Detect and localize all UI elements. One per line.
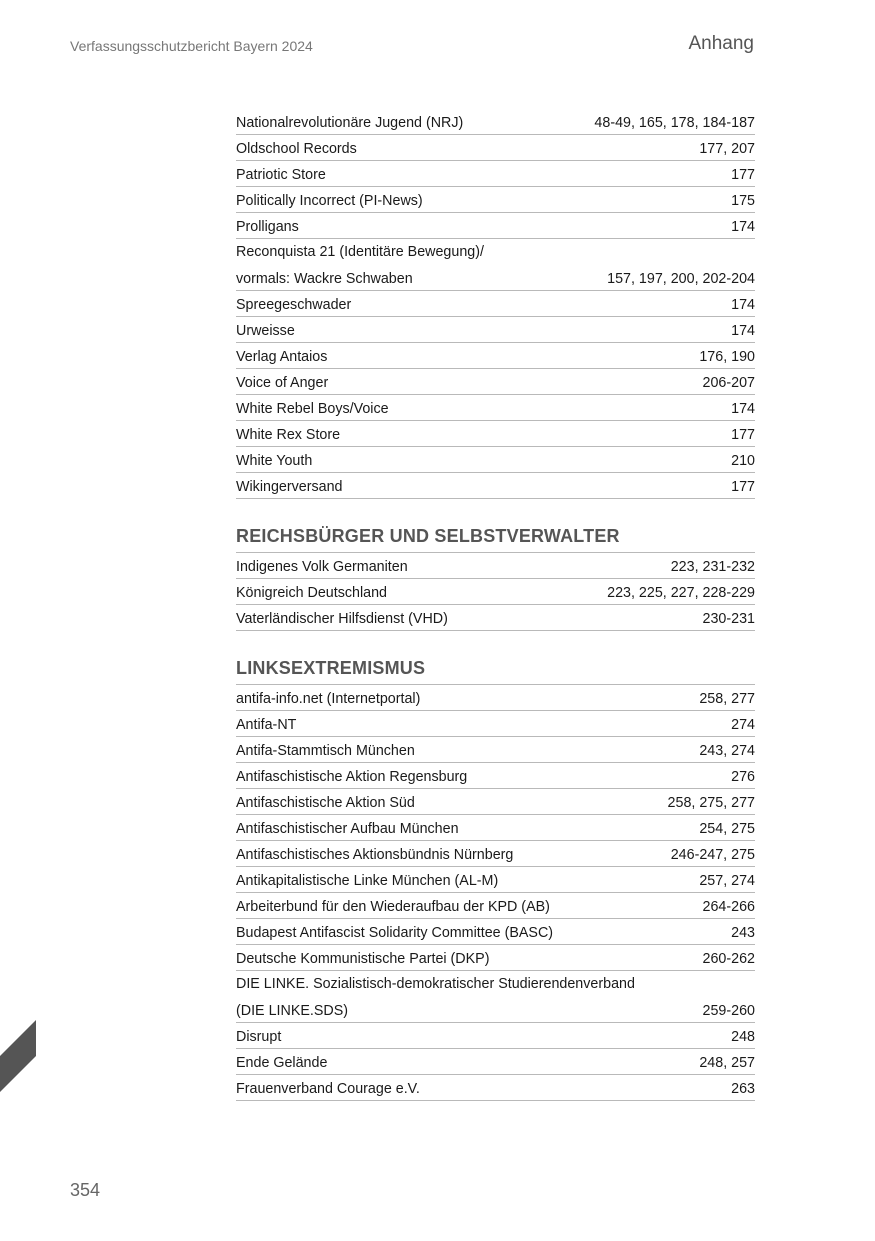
entry-pages: 263 xyxy=(731,1081,755,1097)
entry-pages: 274 xyxy=(731,717,755,733)
entry-name: Spreegeschwader xyxy=(236,297,352,313)
index-entry xyxy=(236,369,755,395)
entry-pages: 248, 257 xyxy=(699,1055,755,1071)
index-entry xyxy=(236,815,755,841)
entry-name: Prolligans xyxy=(236,219,299,235)
index-entry xyxy=(236,161,755,187)
index-entry xyxy=(236,605,755,631)
index-entry xyxy=(236,135,755,161)
entry-pages: 230-231 xyxy=(702,611,755,627)
entry-name-continued: vormals: Wackre Schwaben xyxy=(236,271,413,287)
index-entry xyxy=(236,343,755,369)
entry-name: Deutsche Kommunistische Partei (DKP) xyxy=(236,951,490,967)
entry-name: DIE LINKE. Sozialistisch-demokratischer Studierendenverband xyxy=(236,976,635,992)
entry-name: Voice of Anger xyxy=(236,375,329,391)
entry-pages: 206-207 xyxy=(702,375,755,391)
entry-pages: 174 xyxy=(731,297,755,313)
index-entry xyxy=(236,763,755,789)
entry-name: Antifaschistische Aktion Süd xyxy=(236,795,415,811)
entry-name: Reconquista 21 (Identitäre Bewegung)/ xyxy=(236,244,484,260)
index-entry xyxy=(236,841,755,867)
index-entry xyxy=(236,1049,755,1075)
entry-pages: 223, 231-232 xyxy=(670,559,755,575)
page-number: 354 xyxy=(70,1180,101,1200)
entry-pages: 223, 225, 227, 228-229 xyxy=(607,585,755,601)
index-entry xyxy=(236,317,755,343)
entry-name: Vaterländischer Hilfsdienst (VHD) xyxy=(236,611,448,627)
chapter-tab-marker xyxy=(0,1020,36,1092)
entry-pages: 243, 274 xyxy=(699,743,755,759)
entry-pages: 243 xyxy=(731,925,755,941)
entry-pages: 177, 207 xyxy=(699,141,755,157)
entry-pages: 258, 275, 277 xyxy=(667,795,755,811)
entry-name: Ende Gelände xyxy=(236,1055,328,1071)
entry-pages: 210 xyxy=(731,453,755,469)
index-entry xyxy=(236,685,755,711)
index-entry xyxy=(236,919,755,945)
section-title: Anhang xyxy=(688,33,754,54)
index-entry xyxy=(236,213,755,239)
entry-pages: 174 xyxy=(731,219,755,235)
entry-pages: 260-262 xyxy=(702,951,755,967)
entry-pages: 177 xyxy=(731,479,755,495)
entry-name: Antifaschistisches Aktionsbündnis Nürnberg xyxy=(236,847,514,863)
entry-name: Antifa-NT xyxy=(236,717,297,733)
entry-name: Arbeiterbund für den Wiederaufbau der KPD (AB) xyxy=(236,899,550,915)
entry-name: Indigenes Volk Germaniten xyxy=(236,559,408,575)
entry-pages: 257, 274 xyxy=(699,873,755,889)
entry-name: antifa-info.net (Internetportal) xyxy=(236,691,421,707)
entry-name: Frauenverband Courage e.V. xyxy=(236,1081,420,1097)
index-entry xyxy=(236,553,755,579)
index-section-heading: REICHSBÜRGER UND SELBSTVERWALTER xyxy=(236,526,755,553)
index-entry xyxy=(236,945,755,971)
entry-pages: 174 xyxy=(731,401,755,417)
entry-pages: 248 xyxy=(731,1029,755,1045)
entry-pages: 259-260 xyxy=(702,1003,755,1019)
entry-name: Wikingerversand xyxy=(236,479,343,495)
entry-name: Patriotic Store xyxy=(236,167,326,183)
index-entry xyxy=(236,711,755,737)
entry-name: Politically Incorrect (PI-News) xyxy=(236,193,423,209)
entry-pages: 258, 277 xyxy=(699,691,755,707)
entry-name-continued: (DIE LINKE.SDS) xyxy=(236,1003,349,1019)
entry-name: Antikapitalistische Linke München (AL-M) xyxy=(236,873,499,889)
index-entry xyxy=(236,447,755,473)
index-entry xyxy=(236,867,755,893)
entry-name: Disrupt xyxy=(236,1029,282,1045)
entry-pages: 157, 197, 200, 202-204 xyxy=(607,271,755,287)
document-title: Verfassungsschutzbericht Bayern 2024 xyxy=(70,38,313,54)
index-entry xyxy=(236,421,755,447)
entry-name: Oldschool Records xyxy=(236,141,357,157)
entry-name: Antifa-Stammtisch München xyxy=(236,743,415,759)
index-section-heading: LINKSEXTREMISMUS xyxy=(236,658,755,685)
entry-name: Verlag Antaios xyxy=(236,349,328,365)
entry-pages: 177 xyxy=(731,427,755,443)
entry-name: White Youth xyxy=(236,453,313,469)
entry-name: Antifaschistischer Aufbau München xyxy=(236,821,459,837)
entry-name: Urweisse xyxy=(236,323,295,339)
entry-name: Königreich Deutschland xyxy=(236,585,388,601)
entry-name: White Rebel Boys/Voice xyxy=(236,401,389,417)
index-entry xyxy=(236,893,755,919)
entry-pages: 254, 275 xyxy=(699,821,755,837)
entry-name: Antifaschistische Aktion Regensburg xyxy=(236,769,468,785)
entry-name: Budapest Antifascist Solidarity Committee (BASC) xyxy=(236,925,554,941)
entry-pages: 276 xyxy=(731,769,755,785)
index-entry xyxy=(236,395,755,421)
entry-name: White Rex Store xyxy=(236,427,341,443)
index-entry xyxy=(236,187,755,213)
entry-pages: 246-247, 275 xyxy=(670,847,755,863)
entry-pages: 175 xyxy=(731,193,755,209)
index-entry xyxy=(236,789,755,815)
entry-pages: 177 xyxy=(731,167,755,183)
entry-pages: 174 xyxy=(731,323,755,339)
entry-pages: 264-266 xyxy=(702,899,755,915)
index-entry xyxy=(236,579,755,605)
index-entry xyxy=(236,291,755,317)
index-entry xyxy=(236,1023,755,1049)
index-entry xyxy=(236,1075,755,1101)
index-entry xyxy=(236,971,755,1023)
entry-pages: 176, 190 xyxy=(699,349,755,365)
index-entry xyxy=(236,737,755,763)
index-entry xyxy=(236,239,755,291)
entry-name: Nationalrevolutionäre Jugend (NRJ) xyxy=(236,115,464,131)
index-list xyxy=(236,109,755,1101)
entry-pages: 48-49, 165, 178, 184-187 xyxy=(594,115,755,131)
index-entry xyxy=(236,109,755,135)
index-entry xyxy=(236,473,755,499)
